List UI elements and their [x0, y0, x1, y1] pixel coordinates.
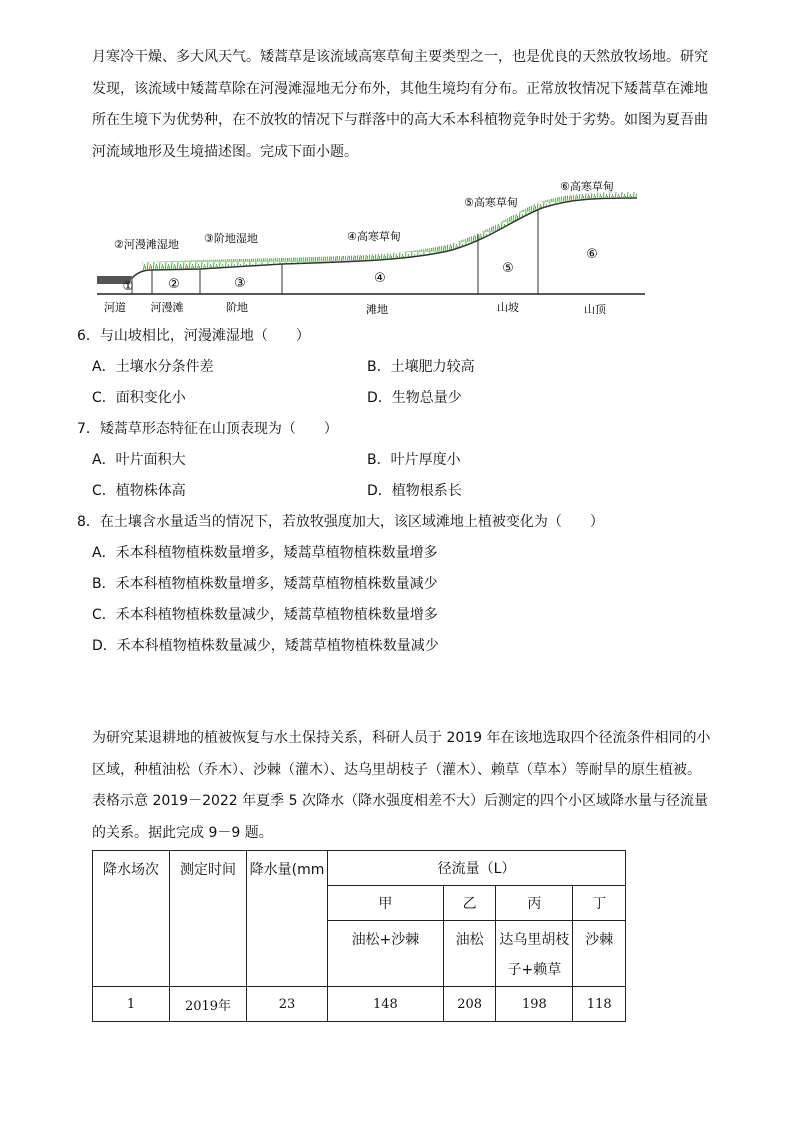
zone-2-num: ②	[168, 277, 180, 292]
th-group-ding: 丁	[573, 886, 626, 921]
zone-6-num: ⑥	[586, 247, 598, 262]
zone-6-title: ⑥高寒草甸	[560, 180, 614, 193]
q7-option-a[interactable]: A．叶片面积大	[92, 452, 186, 468]
cell-runoff-bing: 198	[496, 987, 573, 1022]
label-floodplain: 河漫滩	[150, 301, 184, 314]
q6-option-b[interactable]: B．土壤肥力较高	[367, 359, 475, 375]
th-rainfall: 降水量(mm	[247, 851, 328, 987]
zone-1-num: ①	[122, 279, 134, 293]
terrain-habitat-figure	[92, 172, 652, 322]
q8-option-b[interactable]: B．禾本科植物植株数量增多，矮蒿草植物植株数量减少	[92, 576, 438, 592]
th-plant-yi: 油松	[443, 921, 496, 987]
th-time: 测定时间	[170, 851, 247, 987]
zone-3-title: ③阶地湿地	[204, 232, 258, 245]
runoff-table	[92, 850, 626, 1022]
cell-runoff-ding: 118	[573, 987, 626, 1022]
q7-option-b[interactable]: B．叶片厚度小	[367, 452, 461, 468]
question-6-stem: 6．与山坡相比，河漫滩湿地（ ）	[77, 328, 310, 344]
zone-4-title: ④高寒草甸	[347, 230, 401, 243]
q8-option-a[interactable]: A．禾本科植物植株数量增多，矮蒿草植物植株数量增多	[92, 545, 438, 561]
zone-2-title: ②河漫滩湿地	[114, 238, 179, 251]
label-beach: 滩地	[366, 303, 388, 316]
th-plant-ding: 沙棘	[573, 921, 626, 987]
th-group-yi: 乙	[443, 886, 496, 921]
th-group-bing: 丙	[496, 886, 573, 921]
cell-event: 1	[93, 987, 170, 1022]
q6-option-a[interactable]: A．土壤水分条件差	[92, 359, 214, 375]
intro-paragraph-2: 为研究某退耕地的植被恢复与水土保持关系，科研人员于 2019 年在该地选取四个径流条件相同的小区域，种植油松（乔木）、沙棘（灌木）、达乌里胡枝子（灌木）、赖草（草本）等耐旱的原生植被。表格示意 2019－2022 年夏季 5 次降水（降水强度相差不大）后测定的四个小区域降水量与径流量的关系。据此完成 9－9 题。	[92, 730, 711, 841]
label-river: 河道	[104, 301, 126, 314]
zone-3-num: ③	[234, 276, 246, 291]
cell-runoff-jia: 148	[328, 987, 444, 1022]
cell-runoff-yi: 208	[443, 987, 496, 1022]
th-plant-bing: 达乌里胡枝子+赖草	[496, 921, 573, 987]
intro-paragraph-1: 月寒冷干燥、多大风天气。矮蒿草是该流域高寒草甸主要类型之一，也是优良的天然放牧场地。研究发现，该流域中矮蒿草除在河漫滩湿地无分布外，其他生境均有分布。正常放牧情况下矮蒿草在滩地所在生境下为优势种，在不放牧的情况下与群落中的高大禾本科植物竞争时处于劣势。如图为夏吾曲河流域地形及生境描述图。完成下面小题。	[92, 49, 708, 160]
th-rain-event: 降水场次	[93, 851, 170, 987]
label-terrace: 阶地	[226, 301, 248, 314]
q6-option-c[interactable]: C．面积变化小	[92, 390, 186, 406]
question-7-stem: 7．矮蒿草形态特征在山顶表现为（ ）	[77, 421, 338, 437]
zone-5-num: ⑤	[502, 261, 514, 276]
q7-option-c[interactable]: C．植物株体高	[92, 483, 186, 499]
question-8-stem: 8．在土壤含水量适当的情况下，若放牧强度加大，该区域滩地上植被变化为（ ）	[77, 514, 604, 530]
label-slope: 山坡	[497, 301, 519, 314]
cell-time: 2019年	[170, 987, 247, 1022]
q8-option-d[interactable]: D．禾本科植物植株数量减少，矮蒿草植物植株数量减少	[92, 638, 439, 654]
th-plant-jia: 油松+沙棘	[328, 921, 444, 987]
cell-rainfall: 23	[247, 987, 328, 1022]
zone-4-num: ④	[374, 271, 386, 286]
zone-5-title: ⑤高寒草甸	[464, 196, 518, 209]
q6-option-d[interactable]: D．生物总量少	[367, 390, 462, 406]
th-group-jia: 甲	[328, 886, 444, 921]
label-summit: 山顶	[584, 303, 606, 316]
q8-option-c[interactable]: C．禾本科植物植株数量减少，矮蒿草植物植株数量增多	[92, 607, 438, 623]
q7-option-d[interactable]: D．植物根系长	[367, 483, 462, 499]
table-row	[93, 987, 626, 1022]
th-runoff: 径流量（L）	[328, 851, 626, 886]
